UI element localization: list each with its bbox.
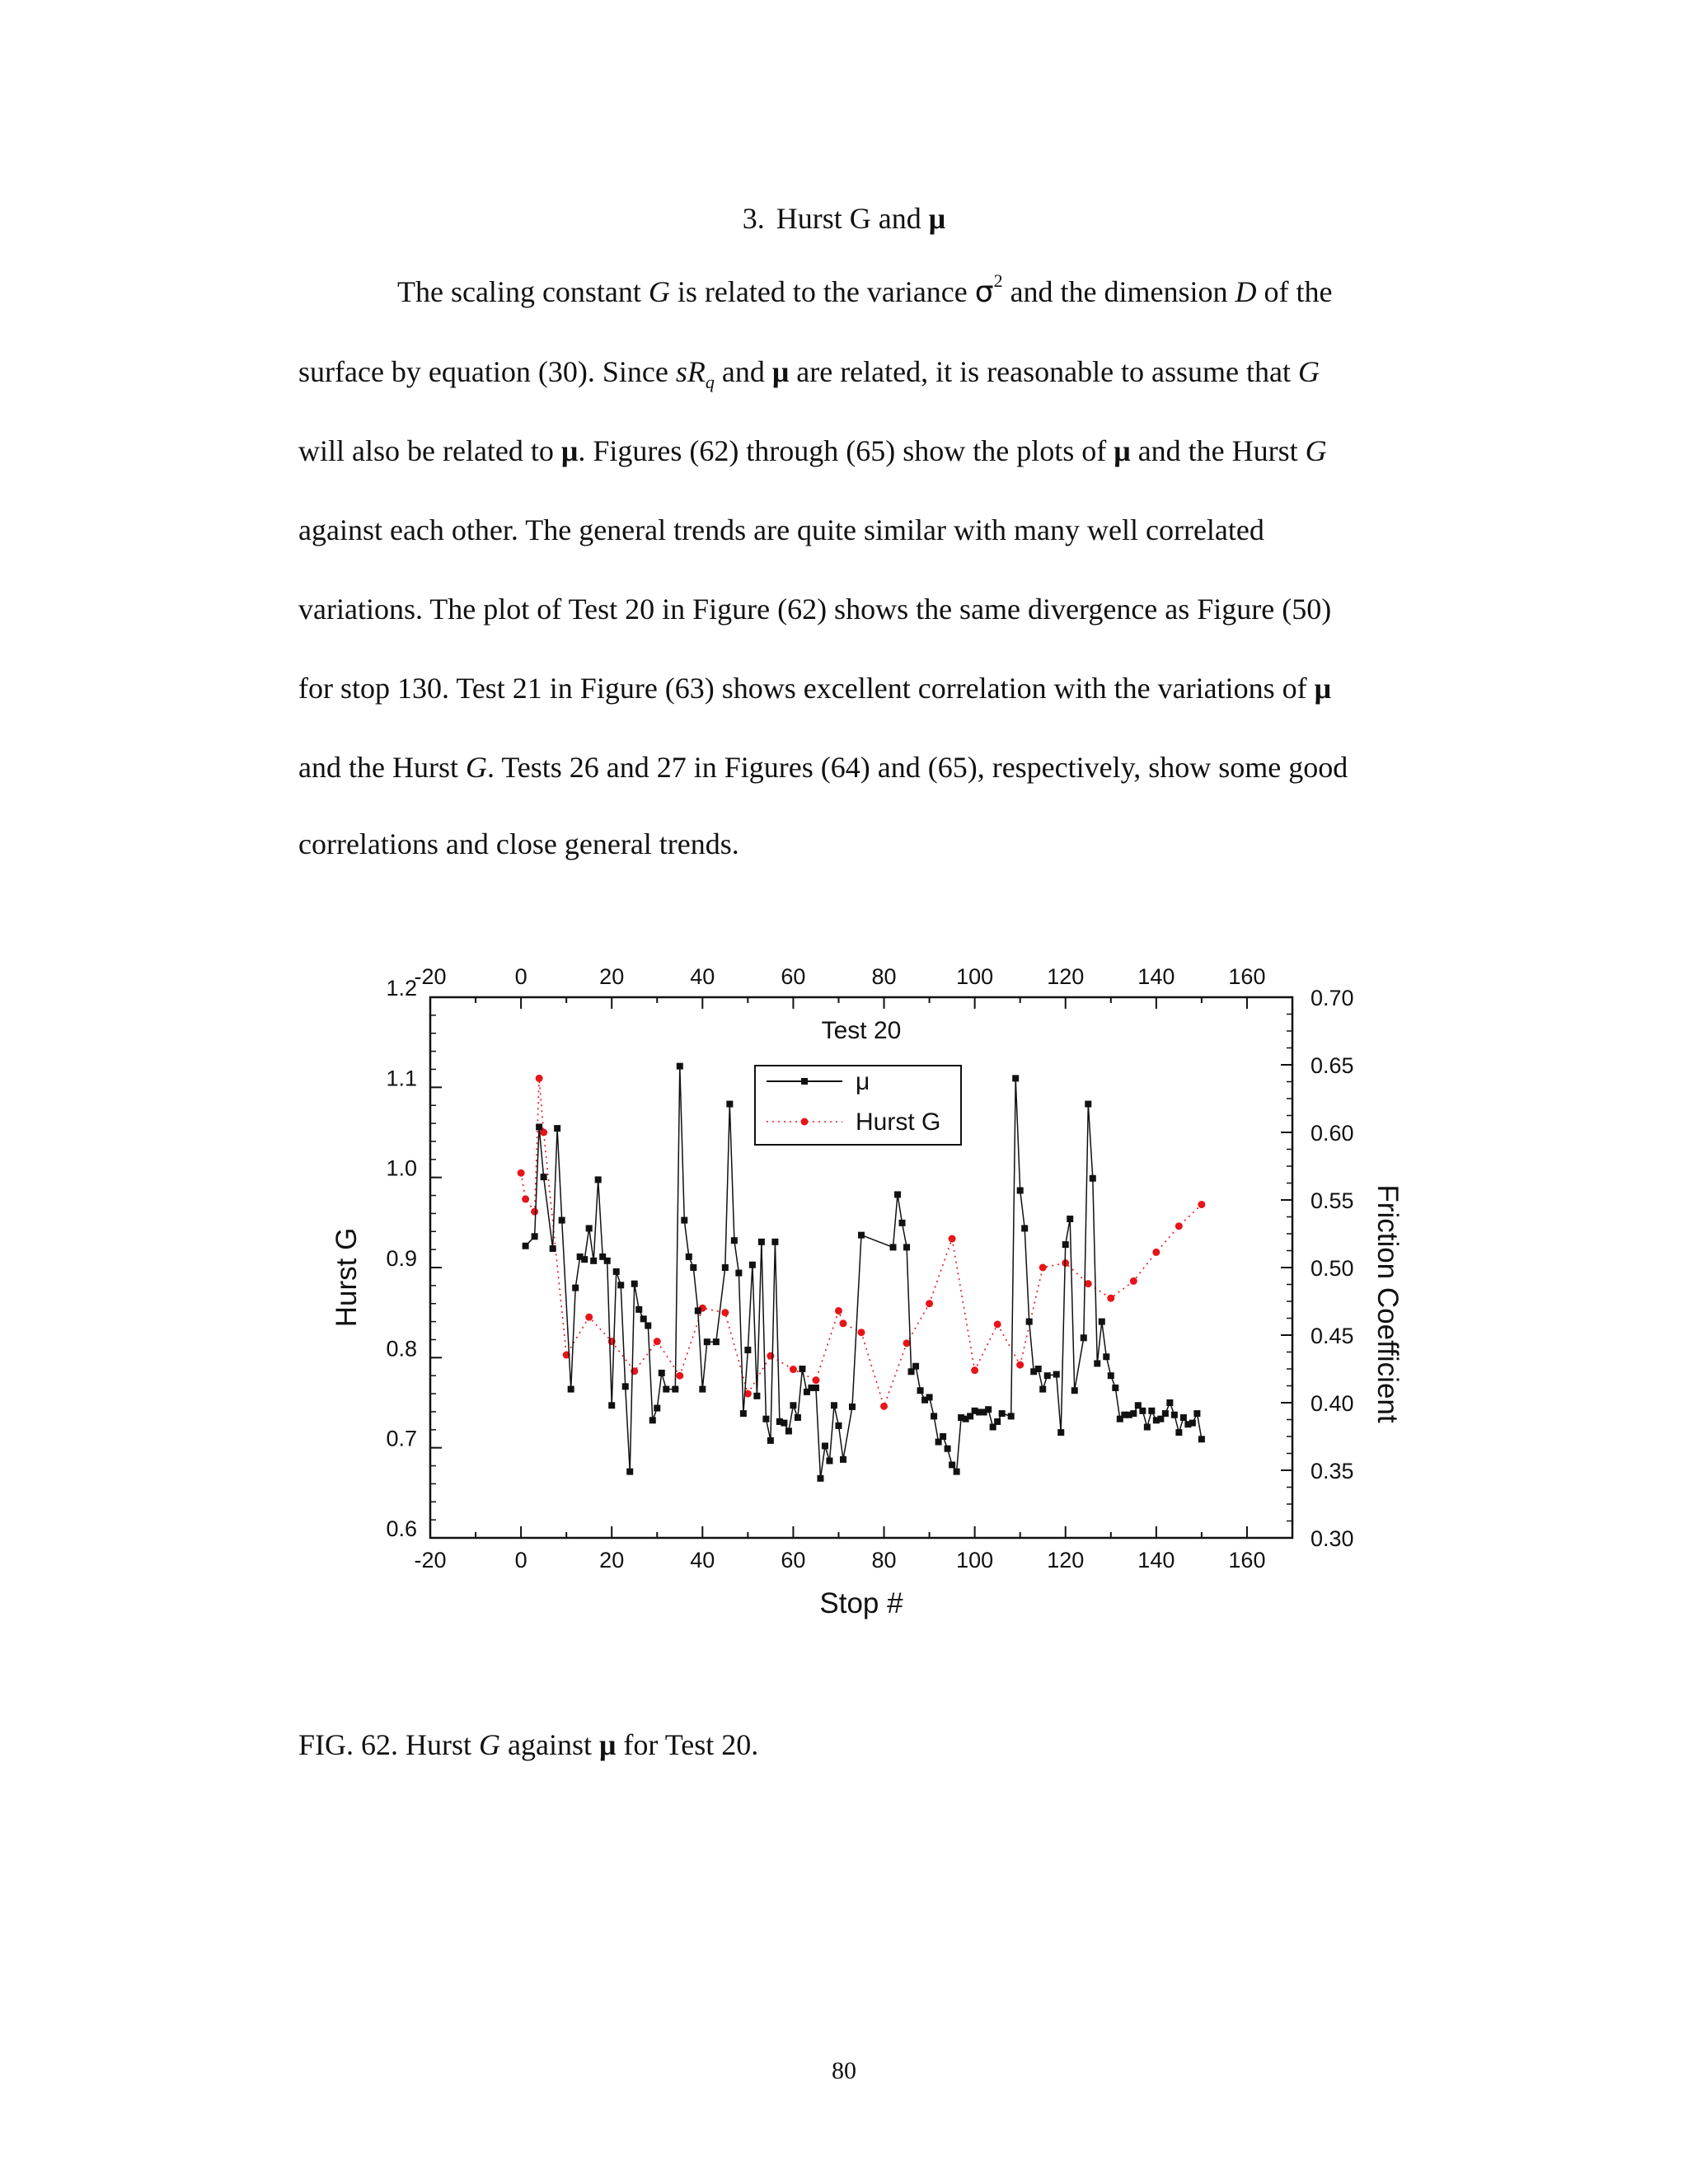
mu-point bbox=[1148, 1408, 1155, 1414]
mu-point bbox=[785, 1427, 792, 1434]
mu-point bbox=[762, 1416, 769, 1422]
mu-point bbox=[726, 1101, 733, 1108]
mu-point bbox=[767, 1437, 774, 1444]
symbol-mu: μ bbox=[599, 1728, 617, 1761]
y-right-tick-label: 0.50 bbox=[1311, 1256, 1354, 1281]
mu-point bbox=[532, 1233, 538, 1240]
y-left-tick-label: 0.8 bbox=[386, 1336, 417, 1361]
mu-point bbox=[949, 1461, 955, 1468]
mu-point bbox=[722, 1264, 729, 1271]
x-tick-label-bottom: 140 bbox=[1137, 1548, 1175, 1572]
symbol-sigma: σ bbox=[974, 275, 994, 309]
mu-point bbox=[1012, 1075, 1019, 1081]
mu-point bbox=[817, 1475, 823, 1482]
mu-point bbox=[1130, 1410, 1137, 1417]
paragraph-line-4: against each other. The general trends are quite similar with many well correlated bbox=[298, 513, 1264, 546]
mu-point bbox=[590, 1258, 597, 1264]
x-tick-label-top: 40 bbox=[690, 964, 715, 989]
mu-point bbox=[608, 1402, 615, 1408]
y-right-tick-label: 0.45 bbox=[1311, 1324, 1354, 1348]
x-tick-label-bottom: 20 bbox=[599, 1548, 625, 1572]
mu-point bbox=[681, 1217, 687, 1224]
text-run: and the dimension bbox=[1002, 275, 1236, 308]
mu-point bbox=[1062, 1241, 1069, 1248]
mu-point bbox=[1198, 1436, 1205, 1442]
mu-point bbox=[536, 1123, 542, 1130]
section-title: Hurst G and bbox=[776, 202, 929, 235]
x-tick-label-top: 140 bbox=[1137, 964, 1175, 989]
mu-point bbox=[1162, 1410, 1169, 1417]
mu-point bbox=[894, 1191, 901, 1197]
mu-point bbox=[753, 1393, 760, 1399]
mu-point bbox=[1144, 1424, 1151, 1431]
mu-point bbox=[586, 1225, 593, 1231]
mu-point bbox=[931, 1413, 937, 1419]
mu-point bbox=[1026, 1319, 1033, 1325]
text-run: and bbox=[714, 355, 772, 388]
mu-point bbox=[690, 1264, 696, 1271]
hurst-g-point bbox=[721, 1309, 729, 1316]
x-tick-label-top: -20 bbox=[414, 964, 447, 989]
mu-point bbox=[1166, 1399, 1173, 1406]
mu-point bbox=[523, 1243, 529, 1249]
y-left-tick-label: 1.1 bbox=[386, 1066, 417, 1091]
mu-point bbox=[1081, 1334, 1087, 1341]
x-tick-label-top: 100 bbox=[956, 964, 994, 989]
mu-point bbox=[1180, 1414, 1187, 1421]
symbol-q: q bbox=[705, 372, 715, 392]
mu-point bbox=[781, 1420, 787, 1427]
mu-point bbox=[790, 1402, 796, 1408]
y-right-tick-label: 0.35 bbox=[1311, 1459, 1354, 1483]
hurst-g-point bbox=[1016, 1361, 1024, 1369]
legend-hurst-label: Hurst G bbox=[856, 1108, 941, 1136]
hurst-g-point bbox=[790, 1366, 797, 1373]
y-right-tick-label: 0.40 bbox=[1311, 1391, 1354, 1416]
text-run: are related, it is reasonable to assume that bbox=[789, 355, 1299, 388]
mu-point bbox=[559, 1217, 565, 1224]
hurst-g-point bbox=[949, 1235, 956, 1243]
section-title-mu: μ bbox=[928, 202, 946, 235]
mu-point bbox=[1094, 1360, 1100, 1366]
mu-point bbox=[735, 1270, 742, 1277]
mu-point bbox=[985, 1406, 992, 1413]
hurst-g-point bbox=[1175, 1222, 1183, 1230]
hurst-g-point bbox=[858, 1329, 865, 1336]
mu-point bbox=[1112, 1385, 1118, 1391]
mu-point bbox=[1108, 1372, 1114, 1379]
mu-point bbox=[568, 1386, 574, 1393]
x-tick-label-bottom: 80 bbox=[871, 1548, 897, 1572]
mu-point bbox=[1035, 1366, 1042, 1372]
mu-point bbox=[826, 1458, 832, 1465]
mu-point bbox=[617, 1282, 624, 1288]
mu-point bbox=[822, 1442, 828, 1449]
hurst-g-point bbox=[1107, 1295, 1114, 1302]
mu-point bbox=[659, 1370, 665, 1376]
mu-point bbox=[695, 1307, 701, 1314]
symbol-mu: μ bbox=[1114, 434, 1131, 467]
x-tick-label-top: 160 bbox=[1228, 964, 1266, 989]
hurst-g-point bbox=[536, 1075, 543, 1082]
mu-point bbox=[649, 1417, 656, 1423]
legend-hurst-marker bbox=[801, 1118, 809, 1126]
mu-point bbox=[613, 1268, 620, 1275]
hurst-g-point bbox=[585, 1314, 593, 1321]
mu-point bbox=[645, 1323, 651, 1329]
text-run: and the Hurst bbox=[1130, 434, 1306, 467]
y-right-tick-label: 0.65 bbox=[1311, 1053, 1354, 1078]
mu-point bbox=[550, 1245, 556, 1252]
y-right-tick-label: 0.55 bbox=[1311, 1188, 1354, 1213]
text-run: The scaling constant bbox=[397, 275, 649, 308]
hurst-g-point bbox=[926, 1300, 933, 1307]
mu-point bbox=[740, 1410, 747, 1417]
text-run: surface by equation (30). Since bbox=[298, 355, 676, 388]
mu-point bbox=[554, 1125, 560, 1132]
mu-point bbox=[541, 1174, 547, 1180]
mu-point bbox=[699, 1386, 706, 1393]
symbol-sr: sR bbox=[675, 355, 706, 388]
mu-point bbox=[1039, 1386, 1046, 1393]
hurst-g-point bbox=[1039, 1264, 1047, 1272]
y-right-tick-label: 0.60 bbox=[1311, 1121, 1354, 1146]
x-tick-label-bottom: 100 bbox=[956, 1548, 994, 1572]
y-left-tick-label: 0.6 bbox=[386, 1516, 417, 1541]
mu-point bbox=[771, 1239, 778, 1245]
text-run: for stop 130. Test 21 in Figure (63) shows excellent correlation with the variations of bbox=[298, 672, 1315, 705]
mu-point bbox=[994, 1418, 1001, 1425]
mu-point bbox=[899, 1220, 906, 1226]
y-right-axis-label: Friction Coefficient bbox=[1372, 1184, 1404, 1423]
hurst-g-point bbox=[531, 1208, 538, 1216]
hurst-g-point bbox=[835, 1307, 842, 1315]
hurst-g-point bbox=[812, 1376, 819, 1384]
symbol-g: G bbox=[1298, 355, 1320, 388]
hurst-g-point bbox=[1085, 1280, 1092, 1287]
mu-point bbox=[654, 1405, 660, 1412]
mu-point bbox=[831, 1402, 837, 1408]
mu-point bbox=[1053, 1371, 1060, 1378]
mu-point bbox=[840, 1456, 846, 1463]
mu-point bbox=[945, 1446, 951, 1452]
text-run: for Test 20. bbox=[616, 1728, 759, 1761]
mu-point bbox=[731, 1237, 738, 1244]
mu-point bbox=[1090, 1175, 1096, 1182]
symbol-mu: μ bbox=[560, 434, 579, 467]
mu-point bbox=[890, 1244, 897, 1250]
legend-mu-marker bbox=[801, 1078, 808, 1085]
mu-point bbox=[1008, 1413, 1015, 1419]
hurst-g-point bbox=[994, 1320, 1001, 1328]
mu-point bbox=[912, 1363, 919, 1370]
hurst-g-point bbox=[1198, 1201, 1205, 1208]
text-run: and the Hurst bbox=[298, 751, 466, 784]
mu-point bbox=[595, 1176, 602, 1183]
x-tick-label-bottom: -20 bbox=[414, 1548, 447, 1572]
mu-point bbox=[813, 1385, 819, 1391]
hurst-g-point bbox=[1152, 1249, 1160, 1256]
mu-point bbox=[749, 1262, 756, 1268]
paragraph-line-5: variations. The plot of Test 20 in Figure (62) shows the same divergence as Figure (50) bbox=[298, 593, 1332, 626]
mu-point bbox=[663, 1386, 669, 1393]
chart-legend bbox=[755, 1066, 961, 1145]
mu-point bbox=[1017, 1188, 1024, 1194]
mu-point bbox=[940, 1433, 946, 1440]
symbol-mu: μ bbox=[1314, 672, 1331, 705]
mu-point bbox=[1175, 1429, 1182, 1436]
y-right-tick-label: 0.70 bbox=[1311, 986, 1354, 1010]
mu-point bbox=[1193, 1410, 1200, 1417]
hurst-g-point bbox=[654, 1338, 661, 1345]
mu-point bbox=[758, 1239, 765, 1245]
mu-point bbox=[631, 1281, 638, 1287]
x-tick-label-bottom: 60 bbox=[781, 1548, 806, 1572]
mu-point bbox=[1139, 1408, 1146, 1414]
mu-point bbox=[1067, 1216, 1073, 1222]
mu-point bbox=[1189, 1420, 1196, 1427]
hurst-g-point bbox=[522, 1195, 529, 1202]
section-number: 3. bbox=[742, 202, 765, 235]
mu-point bbox=[1057, 1429, 1064, 1436]
mu-point bbox=[1021, 1225, 1028, 1231]
y-left-tick-label: 0.7 bbox=[386, 1426, 417, 1451]
hurst-g-point bbox=[1130, 1277, 1137, 1285]
mu-point bbox=[686, 1254, 692, 1260]
text-run: will also be related to bbox=[298, 434, 561, 467]
x-tick-label-bottom: 120 bbox=[1047, 1548, 1085, 1572]
x-tick-label-bottom: 40 bbox=[690, 1548, 715, 1572]
x-axis-label: Stop # bbox=[819, 1587, 903, 1619]
symbol-g: G bbox=[479, 1728, 501, 1761]
y-left-tick-label: 0.9 bbox=[386, 1246, 417, 1271]
mu-point bbox=[954, 1469, 960, 1475]
mu-point bbox=[744, 1347, 751, 1353]
mu-point bbox=[835, 1422, 842, 1429]
symbol-g: G bbox=[1305, 434, 1327, 467]
mu-point bbox=[1103, 1353, 1109, 1360]
mu-point bbox=[581, 1256, 588, 1263]
y-left-tick-label: 1.0 bbox=[386, 1155, 417, 1181]
x-tick-label-top: 60 bbox=[781, 964, 806, 989]
text-run: is related to the variance bbox=[669, 275, 975, 308]
hurst-g-point bbox=[676, 1372, 683, 1380]
x-tick-label-top: 120 bbox=[1047, 964, 1085, 989]
mu-point bbox=[604, 1258, 611, 1264]
x-tick-label-bottom: 160 bbox=[1228, 1548, 1266, 1572]
x-tick-label-top: 80 bbox=[871, 964, 897, 989]
symbol-mu: μ bbox=[771, 355, 790, 388]
hurst-g-point bbox=[971, 1366, 978, 1374]
mu-point bbox=[635, 1306, 642, 1313]
paragraph-line-8: correlations and close general trends. bbox=[298, 827, 739, 860]
y-left-axis-label: Hurst G bbox=[331, 1227, 363, 1328]
y-left-tick-label: 1.2 bbox=[386, 976, 417, 1001]
figure-caption bbox=[298, 1727, 758, 1762]
mu-point bbox=[1171, 1412, 1178, 1418]
text-run: . Tests 26 and 27 in Figures (64) and (65), respectively, show some good bbox=[486, 751, 1348, 784]
chart-labels bbox=[331, 964, 1404, 1619]
symbol-d: D bbox=[1235, 275, 1257, 308]
mu-point bbox=[704, 1338, 710, 1345]
mu-point bbox=[903, 1244, 910, 1250]
text-run: FIG. 62. Hurst bbox=[298, 1728, 480, 1761]
mu-point bbox=[926, 1394, 933, 1400]
mu-point bbox=[622, 1383, 629, 1390]
mu-point bbox=[640, 1315, 647, 1322]
x-tick-label-top: 0 bbox=[514, 964, 528, 989]
x-tick-label-bottom: 0 bbox=[514, 1548, 528, 1572]
mu-point bbox=[1071, 1387, 1078, 1394]
mu-point bbox=[999, 1410, 1006, 1417]
hurst-g-point bbox=[839, 1319, 846, 1327]
mu-point bbox=[799, 1366, 805, 1372]
hurst-g-point bbox=[880, 1403, 888, 1410]
mu-point bbox=[677, 1063, 683, 1070]
mu-point bbox=[1085, 1101, 1091, 1108]
mu-point bbox=[713, 1338, 720, 1345]
page-number: 80 bbox=[832, 2057, 856, 2084]
text-run: of the bbox=[1256, 275, 1333, 308]
hurst-g-point bbox=[518, 1169, 525, 1177]
mu-point bbox=[858, 1232, 865, 1239]
symbol-g: G bbox=[648, 275, 670, 308]
mu-point bbox=[917, 1387, 924, 1394]
mu-point bbox=[849, 1404, 856, 1410]
mu-point bbox=[1099, 1319, 1105, 1325]
sigma-exponent: 2 bbox=[993, 270, 1003, 291]
text-run: . Figures (62) through (65) show the plots of bbox=[578, 434, 1114, 467]
mu-point bbox=[672, 1386, 678, 1393]
mu-point bbox=[572, 1285, 579, 1291]
mu-point bbox=[795, 1414, 801, 1421]
chart-title: Test 20 bbox=[821, 1017, 902, 1044]
y-right-tick-label: 0.30 bbox=[1311, 1526, 1354, 1551]
mu-point bbox=[626, 1469, 633, 1475]
text-run: against bbox=[500, 1728, 599, 1761]
legend-mu-label: μ bbox=[856, 1068, 870, 1095]
mu-point bbox=[1044, 1372, 1051, 1379]
symbol-g: G bbox=[465, 751, 487, 784]
hurst-g-point bbox=[903, 1339, 911, 1347]
x-tick-label-top: 20 bbox=[599, 964, 625, 989]
